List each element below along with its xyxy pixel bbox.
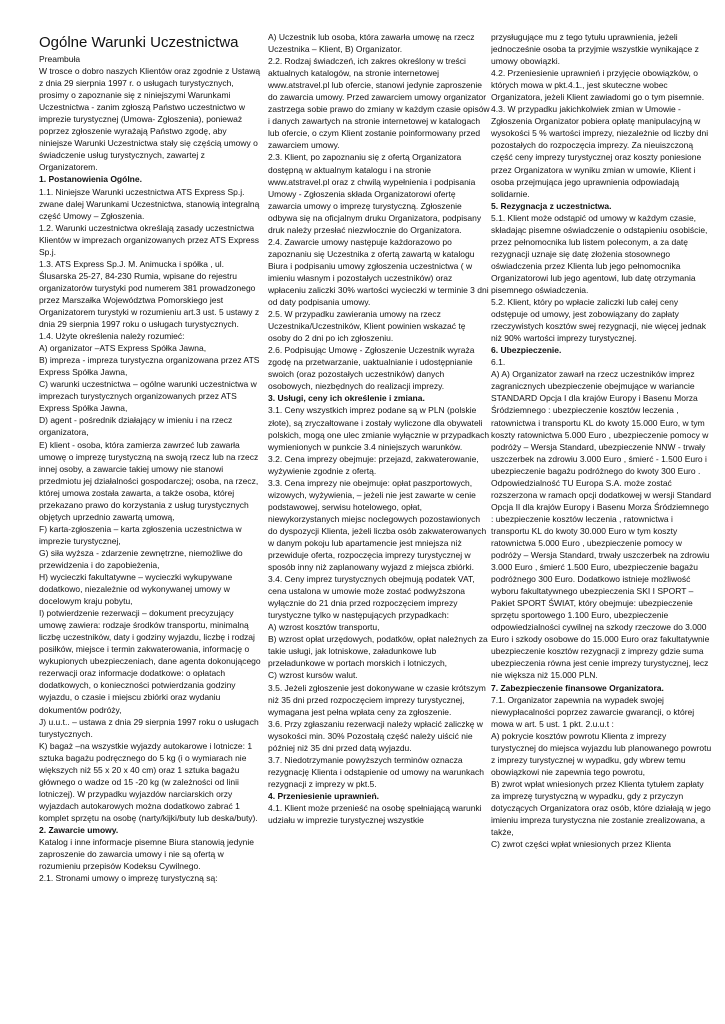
paragraph: A) Uczestnik lub osoba, która zawarła umowę na rzecz Uczestnika – Klient, B) Organizator. (268, 32, 475, 55)
paragraph: G) siła wyższa - zdarzenie zewnętrzne, niemożliwe do przewidzenia i do zapobieżenia, (39, 547, 243, 570)
paragraph: 3.2. Cena imprezy obejmuje: przejazd, zakwaterowanie, wyżywienie zgodnie z ofertą. (268, 453, 479, 476)
paragraph: Preambuła (39, 54, 81, 64)
paragraph: B) zwrot wpłat wniesionych przez Klienta tytułem zapłaty za imprezę turystyczną w wypadku, gdy z przyczyn dotyczących Organizatora oraz osób, które działają w jego imieniu impreza turystyczna nie zostanie zrealizowana, a także, (491, 778, 711, 838)
paragraph: 1.2. Warunki uczestnictwa określają zasady uczestnictwa Klientów w imprezach organizowanych przez ATS Express Sp.j. (39, 222, 259, 257)
section-heading: 6. Ubezpieczenie. (491, 345, 562, 356)
paragraph: J) u.u.t.. – ustawa z dnia 29 sierpnia 1997 roku o usługach turystycznych. (39, 716, 259, 739)
section-heading: 4. Przeniesienie uprawnień. (268, 790, 380, 801)
section-heading: 7. Zabezpieczenie finansowe Organizatora. (491, 682, 664, 693)
column-1-body (39, 53, 261, 884)
paragraph: 2.5. W przypadku zawierania umowy na rzecz Uczestnika/Uczestników, Klient powinien wskazać tę osoby do 2 dni po ich zgłoszeniu. (268, 309, 466, 344)
section-heading: 2. Zawarcie umowy. (39, 825, 119, 835)
paragraph: 3.6. Przy zgłaszaniu rezerwacji należy wpłacić zaliczkę w wysokości min. 30% Pozostałą część należy uiścić nie później niż 35 dni przed datą wyjazdu. (268, 718, 483, 753)
paragraph: 3.5. Jeżeli zgłoszenie jest dokonywane w czasie krótszym niż 35 dni przed rozpoczęciem imprezy turystycznej, wymagana jest pełna wpłata ceny za zgłoszenie. (268, 682, 486, 717)
paragraph: 2.1. Stronami umowy o imprezę turystyczną są: (39, 873, 218, 884)
paragraph: 5.1. Klient może odstąpić od umowy w każdym czasie, składając pisemne oświadczenie o odstąpieniu osobiście, przez pełnomocnika lub listem poleconym, a za datę rezygnacji uznaje się datę złożenia stosownego oświadczenia przez Klienta lub jego pełnomocnika Organizatorowi lub jego agentowi, lub datę otrzymania pisemnego oświadczenia. (491, 212, 708, 295)
paragraph: A) wzrost kosztów transportu, (268, 622, 380, 633)
paragraph: 5.2. Klient, który po wpłacie zaliczki lub całej ceny odstępuje od umowy, jest zobowiązany do zapłaty rzeczywistych kosztów swej rezygnacji, nie więcej jednak niż 90% wartości imprezy turystycznej. (491, 297, 706, 344)
column-3 (491, 31, 713, 1021)
paragraph: C) zwrot części wpłat wniesionych przez Klienta (491, 839, 671, 850)
column-2-body (268, 31, 490, 826)
paragraph: 2.6. Podpisując Umowę - Zgłoszenie Uczestnik wyraża zgodę na przetwarzanie, uaktualnianie i udostępnianie swoich (oraz pozostałych uczestników) danych osobowych, niezbędnych do realizacji imprezy. (268, 345, 475, 392)
paragraph: A) pokrycie kosztów powrotu Klienta z imprezy turystycznej do miejsca wyjazdu lub planowanego powrotu z imprezy turystycznej w wypadku, gdy wbrew temu obowiązkowi nie zapewnia tego powrotu, (491, 730, 712, 777)
paragraph: K) bagaż –na wszystkie wyjazdy autokarowe i lotnicze: 1 sztuka bagażu podręcznego do 5 kg (i o wymiarach nie większych niż 55 x 20 x 40 cm) oraz 1 sztuka bagażu głównego o wadze od 15 -20 kg (w zależności od linii lotniczej). W przypadku wyjazdów narciarskich orzy wyjazdach autokarowych można dodatkowo zabrać 1 komplet sprzętu na osobę (narty/kijki/buty lub deska/buty). (39, 740, 258, 823)
paragraph: 1.1. Niniejsze Warunki uczestnictwa ATS Express Sp.j. zwane dalej Warunkami Uczestnictwa, stanowią integralną część Umowy – Zgłoszenia. (39, 186, 260, 221)
paragraph: 7.1. Organizator zapewnia na wypadek swojej niewypłacalności poprzez zawarcie gwarancji, o której mowa w art. 5 ust. 1 pkt. 2.u.u.t : (491, 694, 695, 729)
paragraph: 4.1. Klient może przenieść na osobę spełniającą warunki udziału w imprezie turystycznej wszystkie (268, 803, 482, 826)
paragraph: 4.2. Przeniesienie uprawnień i przyjęcie obowiązków, o których mowa w pkt.4.1., jest skuteczne wobec Organizatora, jeżeli Klient zawiadomi go o tym pisemnie. (491, 68, 705, 103)
paragraph: A) A) Organizator zawarł na rzecz uczestników imprez zagranicznych ubezpieczenie obejmujące w wariancie STANDARD Opcja I dla krajów Europy i Basenu Morza Śródziemnego : ubezpieczenie kosztów leczenia , ratownictwa i transportu KL do kwoty 15.000 Euro, w tym koszty ratownictwa 5.000 Euro , ubezpieczenie pomocy w podróży – Wersja Standard, ubezpieczenie NNW - trwały uszczerbek na zdrowiu 3.000 Euro , śmierć - 1.500 Euro i ubezpieczenie bagażu podróżnego do kwoty 300 Euro . (491, 369, 709, 476)
paragraph: 3.4. Ceny imprez turystycznych obejmują podatek VAT, cena ustalona w umowie może zostać podwyższona wyłącznie do 21 dnia przed rozpoczęciem imprezy turystyczne tylko w następujących przypadkach: (268, 574, 475, 621)
paragraph: 3.3. Cena imprezy nie obejmuje: opłat paszportowych, wizowych, wyżywienia, – jeżeli nie jest zawarte w cenie podstawowej, serwisu hotelowego, opłat, niewykorzystanych miejsc noclegowych pozostawionych do dyspozycji Klienta, jeżeli liczba osób zakwaterowanych w danym pokoju lub apartamencie jest mniejsza niż przewiduje oferta, rozpoczęcia imprezy turystycznej w sposób inny niż zaplanowany wyjazd z miejsca zbiórki. (268, 477, 487, 573)
paragraph: D) agent - pośrednik działający w imieniu i na rzecz organizatora, (39, 415, 233, 438)
paragraph: W trosce o dobro naszych Klientów oraz zgodnie z Ustawą z dnia 29 sierpnia 1997 r. o usługach turystycznych, prosimy o zapoznanie się z niniejszymi Warunkami Uczestnictwa - zanim zgłoszą Państwo uczestnictwo w imprezie turystycznej (Umowa- Zgłoszenia), ponieważ poprzez zgłoszenie wyrażają Państwo zgodę, aby niniejsze Warunki Uczestnictwa stały się częścią umowy o świadczenie usług turystycznych, zawartej z Organizatorem. (39, 66, 261, 173)
column-2 (268, 31, 490, 1021)
paragraph: 1.3. ATS Express Sp.J. M. Animucka i spółka , ul. Ślusarska 25-27, 84-230 Rumia, wpisane do rejestru organizatorów turystyki pod numerem 381 prowadzonego przez Marszałka Województwa Pomorskiego jest Organizatorem turystyki w rozumieniu art.3 ust. 5 ustawy z dnia 29 sierpnia 1997 roku o usługach turystycznych. (39, 258, 260, 330)
paragraph: 2.2. Rodzaj świadczeń, ich zakres określony w treści aktualnych katalogów, na stronie internetowej www.atstravel.pl lub ofercie, stanowi jedynie zaproszenie do zawarcia umowy. Przed zawarciem umowy organizator zastrzega sobie prawo do zmiany w każdym czasie opisów i danych zawartych na stronie internetowej w katalogach lub ofercie, o czym Klient zostanie poinformowany przed zawarciem umowy. (268, 56, 490, 151)
paragraph: A) organizator –ATS Express Spółka Jawna, (39, 343, 207, 354)
paragraph: 3.1. Ceny wszystkich imprez podane są w PLN (polskie złote), są zryczałtowane i zostały wyliczone dla obywateli polskich, mogą one ulec zmianie wyłącznie w przypadkach wymienionych w punkcie 3.4 niniejszych warunków. (268, 405, 490, 452)
paragraph: 1.4. Użyte określenia należy rozumieć: (39, 331, 185, 342)
paragraph: 2.3. Klient, po zapoznaniu się z ofertą Organizatora dostępną w aktualnym katalogu i na stronie www.atstravel.pl oraz z chwilą wypełnienia i podpisania Umowy - Zgłoszenia składa Organizatorowi ofertę zawarcia umowy o imprezę turystyczną. Zgłoszenie odbywa się na oficjalnym druku Organizatora, podpisany druk należy przesłać niezwłocznie do Organizatora. (268, 152, 482, 235)
paragraph: 4.3. W przypadku jakichkolwiek zmian w Umowie - Zgłoszenia Organizator pobiera opłatę manipulacyjną w wysokości 5 % wartości imprezy, niezależnie od liczby dni pozostałych do rozpoczęcia imprezy. Za nieuiszczoną część ceny imprezy turystycznej oraz koszty poniesione przez Organizatora w wyniku zmian w umowie, Klient i osoba przejmująca jego uprawnienia odpowiadają solidarnie. (491, 104, 709, 199)
paragraph: B) wzrost opłat urzędowych, podatków, opłat należnych za takie usługi, jak lotniskowe, załadunkowe lub przeładunkowe w portach morskich i lotniczych, (268, 634, 488, 669)
paragraph: 2.4. Zawarcie umowy następuje każdorazowo po zapoznaniu się Uczestnika z ofertą zawartą w katalogu Biura i podpisaniu umowy zgłoszenia uczestnictwa ( w imieniu własnym i pozostałych uczestników) oraz wpłaceniu zaliczki 30% wartości wycieczki w terminie 3 dni od daty podpisania umowy. (268, 236, 489, 308)
paragraph: Odpowiedzialność TU Europa S.A. może zostać rozszerzona w ramach opcji dodatkowej w wersji Standard Opcja II dla krajów Europy i Basenu Morza Śródziemnego : ubezpieczenie kosztów leczenia , ratownictwa i transportu KL do kwoty 30.000 Euro w tym koszty ratownictwa 5.000 Euro , ubezpieczenie pomocy w podróży – Wersja Standard, trwały uszczerbek na zdrowiu 3.000 Euro , śmierć 1.500 Euro, ubezpieczenie bagażu podróżnego 300 Euro. Dodatkowo istnieje możliwość wyboru fakultatywnego ubezpieczenia SKI I SPORT – Pakiet SPORT ŚWIAT, który obejmuje: ubezpieczenie sprzętu sportowego 1.100 Euro, ubezpieczenie odpowiedzialności cywilnej na szkody rzeczowe do 3.000 Euro i szkody osobowe do 15.000 Euro oraz fakultatywnie ubezpieczenie kosztów rezygnacji z imprezy gdzie suma ubezpieczenia równa jest cenie imprezy turystycznej, lecz nie większa niż 15.000 PLN. (491, 477, 712, 681)
paragraph: Katalog i inne informacje pisemne Biura stanowią jedynie zaproszenie do zawarcia umowy i nie są ofertą w rozumieniu przepisów Kodeksu Cywilnego. (39, 837, 254, 872)
section-heading: 5. Rezygnacja z uczestnictwa. (491, 200, 612, 211)
paragraph: H) wycieczki fakultatywne – wycieczki wykupywane dodatkowo, niezależnie od wykonywanej umowy w docelowym kraju pobytu, (39, 572, 233, 607)
paragraph: I) potwierdzenie rezerwacji – dokument precyzujący umowę zawiera: rodzaje środków transportu, minimalną liczbę uczestników, daty i godziny wyjazdu, liczbę i rodzaj posiłków, miejsce i termin zakwaterowania, informację o wykupionych ubezpieczeniach, dane agenta dokonującego rezerwacji oraz informacje dodatkowe: o opłatach dodatkowych, o konieczności potwierdzania godziny wyjazdu, o czasie i miejscu zbiórki oraz wydaniu dokumentów podróży, (39, 608, 261, 715)
paragraph: 3.7. Niedotrzymanie powyższych terminów oznacza rezygnację Klienta i odstąpienie od umowy na warunkach rezygnacji z imprezy w pkt.5. (268, 754, 484, 789)
paragraph: F) karta-zgłoszenia – karta zgłoszenia uczestnictwa w imprezie turystycznej, (39, 523, 242, 546)
document-title: Ogólne Warunki Uczestnictwa (39, 34, 239, 51)
section-heading: 1. Postanowienia Ogólne. (39, 174, 142, 185)
paragraph: B) impreza - impreza turystyczna organizowana przez ATS Express Spółka Jawna, (39, 355, 260, 378)
paragraph: C) wzrost kursów walut. (268, 670, 358, 681)
column-3-body (491, 31, 713, 850)
paragraph: 6.1. (491, 357, 506, 368)
paragraph: E) klient - osoba, która zamierza zawrzeć lub zawarła umowę o imprezę turystyczną na swoją rzecz lub na rzecz innej osoby, a zawarcie takiej umowy nie stanowi przedmiotu jej działalności gospodarczej; osoba, na rzecz, której umowa została zawarta, a także osoba, której przekazano prawo do korzystania z usług turystycznych objętych uprzednio zawartą umową, (39, 439, 259, 522)
paragraph: C) warunki uczestnictwa – ogólne warunki uczestnictwa w imprezach turystycznych organizowanych przez ATS Express Spółka Jawna, (39, 379, 257, 414)
column-1 (39, 34, 261, 1024)
paragraph: przysługujące mu z tego tytułu uprawnienia, jeżeli jednocześnie osoba ta przyjmie wszystkie wynikające z umowy obowiązki. (491, 32, 699, 67)
section-heading: 3. Usługi, ceny ich określenie i zmiana. (268, 393, 425, 404)
